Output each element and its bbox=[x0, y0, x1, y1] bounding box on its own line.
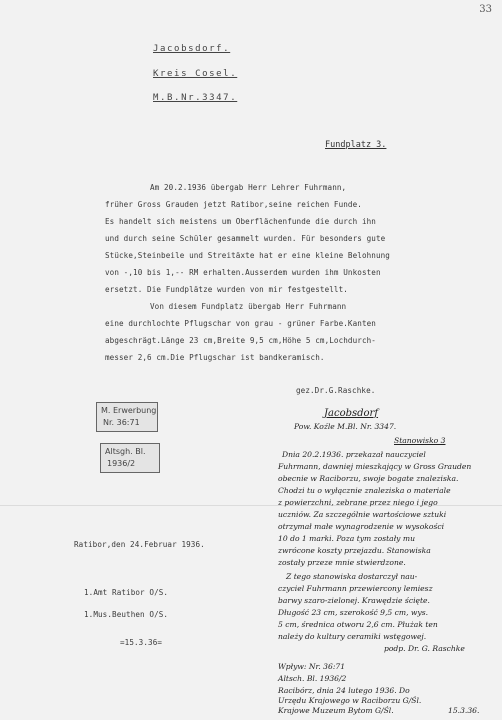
body-line: abgeschrägt.Länge 23 cm,Breite 9,5 cm,Höhe 5 cm,Lochdurch- bbox=[105, 336, 376, 345]
hand-line: z powierzchni, zebrane przez niego i jego bbox=[278, 498, 438, 507]
body-line: Von diesem Fundplatz übergab Herr Fuhrmann bbox=[150, 302, 347, 311]
hand-line: obecnie w Raciborzu, swoje bogate znaleziska. bbox=[278, 474, 459, 483]
hand-line: należy do kultury ceramiki wstęgowej. bbox=[278, 632, 427, 641]
hand-subtitle: Pow. Koźle M.Bl. Nr. 3347. bbox=[294, 422, 397, 431]
hand-date: 15.3.36. bbox=[448, 706, 480, 715]
hand-line: Dnia 20.2.1936. przekazał nauczyciel bbox=[282, 450, 426, 459]
distribution-line: 1.Mus.Beuthen O/S. bbox=[84, 610, 169, 619]
hand-title: Jacobsdorf bbox=[324, 408, 379, 419]
body-line: ersetzt. Die Fundplätze wurden von mir festgestellt. bbox=[105, 285, 348, 294]
hand-receipt: Wpływ: Nr. 36:71 bbox=[278, 662, 346, 671]
hand-line: Chodzi tu o wyłącznie znaleziska o materiale bbox=[278, 486, 451, 495]
acquisition-stamp bbox=[96, 402, 158, 432]
stamp-label: Altsgh. Bl. bbox=[105, 447, 146, 456]
body-line: Stücke,Steinbeile und Streitäxte hat er eine kleine Belohnung bbox=[105, 251, 390, 260]
stamp-value: 1936/2 bbox=[107, 459, 136, 468]
body-line: früher Gross Grauden jetzt Ratibor,seine reichen Funde. bbox=[105, 200, 362, 209]
handwritten-translation bbox=[276, 408, 498, 716]
archive-stamp bbox=[100, 443, 160, 473]
hand-line: 5 cm, średnica otworu 2,6 cm. Płużak ten bbox=[278, 620, 438, 629]
hand-line: Fuhrmann, dawniej mieszkający w Gross Grauden bbox=[278, 462, 472, 471]
typed-signature: gez.Dr.G.Raschke. bbox=[296, 386, 376, 395]
hand-line: Z tego stanowiska dostarczył nau- bbox=[286, 572, 418, 581]
hand-line: otrzymał małe wynagrodzenie w wysokości bbox=[278, 522, 445, 531]
hand-line: 10 do 1 marki. Poza tym zostały mu bbox=[278, 534, 415, 543]
hand-museum: Krajowe Muzeum Bytom G/Śl. bbox=[278, 706, 394, 715]
hand-stanowisko: Stanowisko 3 bbox=[394, 436, 446, 445]
body-line: messer 2,6 cm.Die Pflugschar ist bandkeramisch. bbox=[105, 353, 325, 362]
header-place: Jacobsdorf. bbox=[153, 44, 231, 54]
body-line: Am 20.2.1936 übergab Herr Lehrer Fuhrmann, bbox=[150, 183, 347, 192]
stamp-label: M. Erwerbung bbox=[101, 406, 157, 415]
hand-line: zostały przeze mnie stwierdzone. bbox=[278, 558, 406, 567]
body-line: Es handelt sich meistens um Oberflächenfunde die durch ihn bbox=[105, 217, 376, 226]
hand-archive: Altsch. Bl. 1936/2 bbox=[278, 674, 347, 683]
hand-line: czyciel Fuhrmann przewiercony lemiesz bbox=[278, 584, 433, 593]
hand-line: Długość 23 cm, szerokość 9,5 cm, wys. bbox=[278, 608, 428, 617]
hand-line: zwrócone koszty przejazdu. Stanowiska bbox=[278, 546, 431, 555]
hand-signature: podp. Dr. G. Raschke bbox=[384, 644, 465, 653]
stamp-value: Nr. 36:71 bbox=[103, 418, 140, 427]
hand-line: barwy szaro-zielonej. Krawędzie ścięte. bbox=[278, 596, 430, 605]
hand-line: uczniów. Za szczególnie wartościowe sztuki bbox=[278, 510, 447, 519]
hand-office: Urzędu Krajowego w Raciborzu G/Śl. bbox=[278, 696, 422, 705]
hand-place-date: Racibórz, dnia 24 lutego 1936. Do bbox=[278, 686, 410, 695]
body-line: und durch seine Schüler gesammelt wurden. Für besonders gute bbox=[105, 234, 386, 243]
body-line: eine durchlochte Pflugschar von grau - grüner Farbe.Kanten bbox=[105, 319, 376, 328]
fundplatz-heading: Fundplatz 3. bbox=[325, 140, 387, 150]
distribution-line: 1.Amt Ratibor O/S. bbox=[84, 588, 169, 597]
header-map-number: M.B.Nr.3347. bbox=[153, 93, 238, 103]
page-number: 33 bbox=[479, 4, 492, 15]
body-line: von -,10 bis 1,-- RM erhalten.Ausserdem wurden ihm Unkosten bbox=[105, 268, 381, 277]
place-date: Ratibor,den 24.Februar 1936. bbox=[74, 540, 205, 549]
distribution-date: =15.3.36= bbox=[120, 638, 163, 647]
header-district: Kreis Cosel. bbox=[153, 69, 238, 79]
